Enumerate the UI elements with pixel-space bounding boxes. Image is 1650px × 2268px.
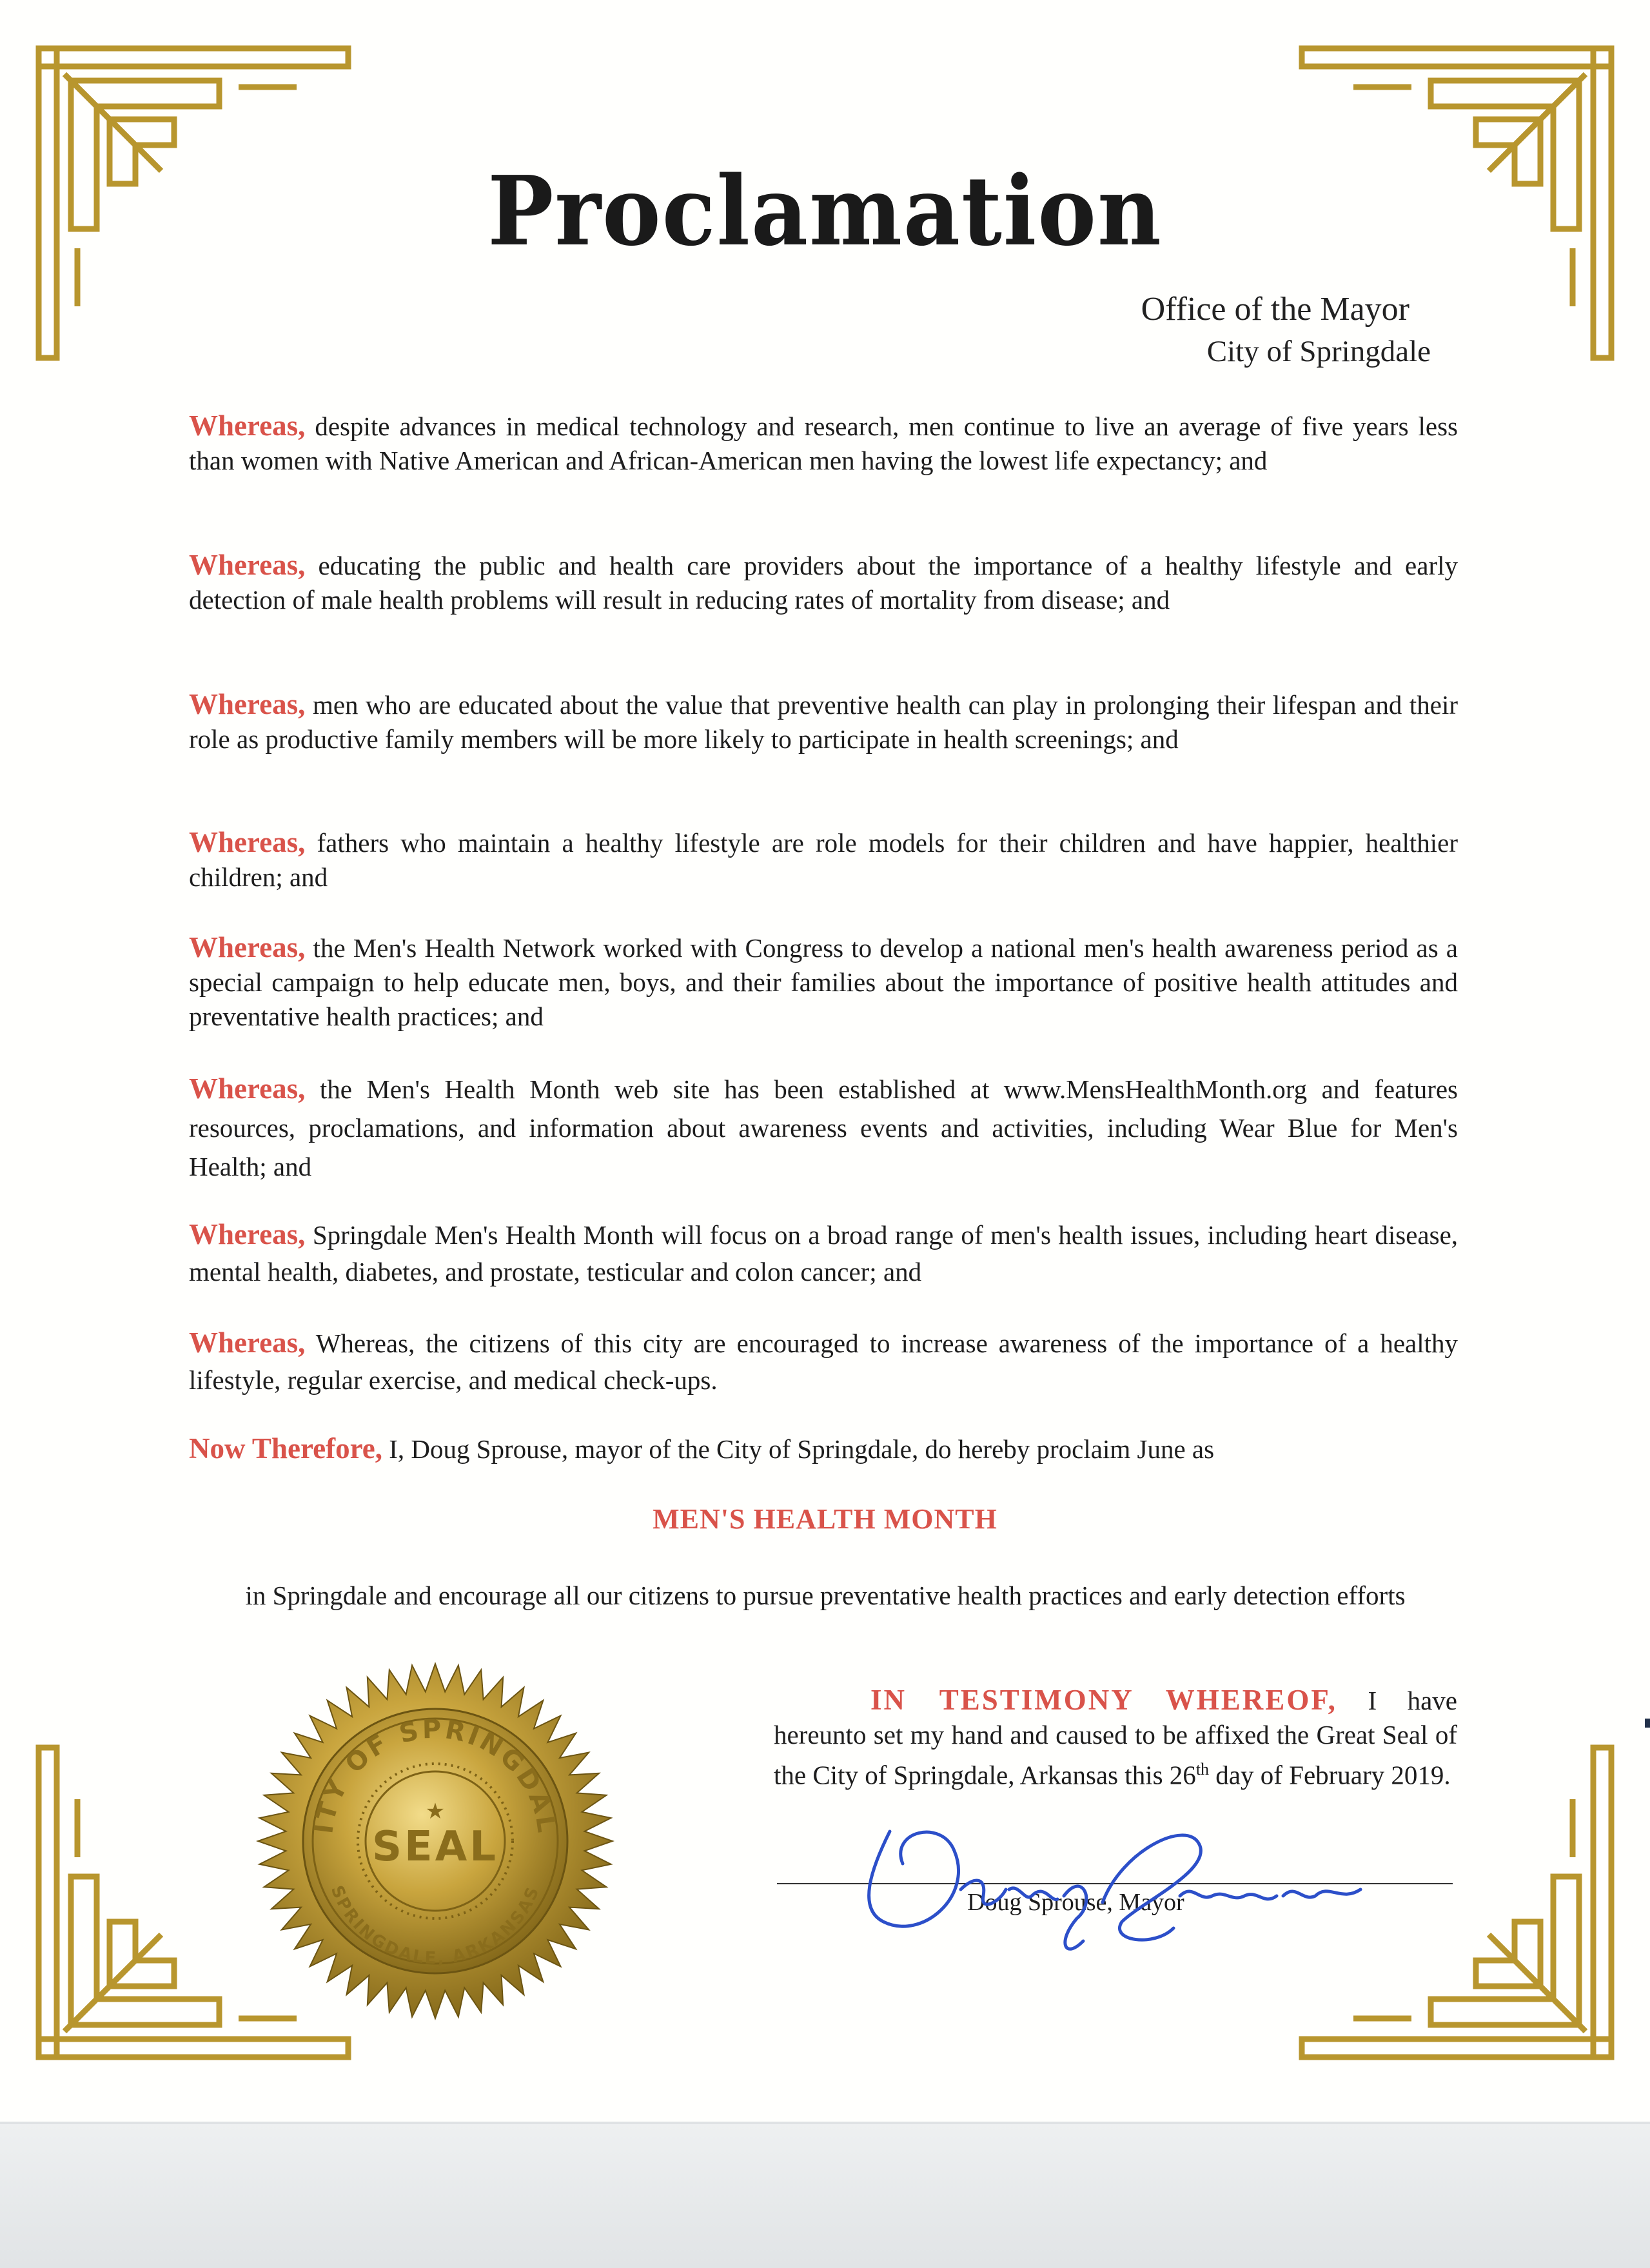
paragraph-keyword: Whereas, — [189, 549, 306, 581]
handwritten-signature — [851, 1793, 1380, 1964]
whereas-paragraph-3 — [189, 687, 1458, 756]
now-therefore-paragraph — [189, 1432, 1458, 1466]
paragraph-keyword: Whereas, — [189, 1072, 306, 1105]
paragraph-text: the Men's Health Month web site has been established at www.MensHealthMonth.org and features resources, proclamations, and information about awareness events and activities, including Wear Blue for Men's Health; and — [189, 1074, 1458, 1181]
city-heading: City of Springdale — [1206, 335, 1431, 368]
seal-star-icon: ★ — [425, 1800, 446, 1824]
page-edge-mark — [1645, 1719, 1650, 1728]
whereas-paragraph-4 — [189, 825, 1458, 894]
scan-background — [0, 2122, 1650, 2268]
paragraph-keyword: Whereas, — [189, 1326, 306, 1359]
seal-ring-bottom-text: SPRINGDALE, ARKANSAS — [326, 1882, 544, 1969]
city-seal — [255, 1661, 616, 2025]
paragraph-keyword: Now Therefore, — [189, 1432, 382, 1464]
whereas-paragraph-6 — [189, 1069, 1458, 1186]
paragraph-keyword: Whereas, — [189, 688, 306, 720]
testimony-date-text: day of February 2019. — [1209, 1760, 1451, 1790]
seal-ring-top-text: ITY OF SPRINGDAL — [309, 1714, 562, 1837]
paragraph-text: fathers who maintain a healthy lifestyle are role models for their children and have happier, healthier children; and — [189, 828, 1458, 892]
whereas-paragraph-7 — [189, 1216, 1458, 1290]
paragraph-text: the Men's Health Network worked with Congress to develop a national men's health awareness period as a special campaign to help educate men, boys, and their families about the importance of positive health attitudes and preventative health practices; and — [189, 933, 1458, 1031]
paragraph-keyword: Whereas, — [189, 826, 306, 858]
seal-center-text: SEAL — [371, 1823, 499, 1871]
paragraph-text: Springdale Men's Health Month will focus on a broad range of men's health issues, including heart disease, mental health, diabetes, and prostate, testicular and colon cancer; and — [189, 1220, 1458, 1287]
closing-text: in Springdale and encourage all our citizens to pursue preventative health practices and early detection efforts — [245, 1581, 1406, 1610]
testimony-paragraph — [774, 1683, 1457, 1793]
date-ordinal-suffix: th — [1195, 1760, 1210, 1779]
testimony-keyword: IN TESTIMONY WHEREOF, — [870, 1684, 1337, 1716]
whereas-paragraph-5 — [189, 931, 1458, 1034]
paragraph-text: educating the public and health care providers about the importance of a healthy lifestyle and early detection of male health problems will result in reducing rates of mortality from disease; and — [189, 551, 1458, 615]
signatory-name: Doug Sprouse, Mayor — [967, 1889, 1184, 1916]
paragraph-text: despite advances in medical technology and research, men continue to live an average of five years less than women with Native American and African-American men having the lowest life expectancy; and — [189, 411, 1458, 475]
whereas-paragraph-2 — [189, 548, 1458, 617]
page-title: Proclamation — [487, 155, 1163, 267]
paragraph-keyword: Whereas, — [189, 931, 306, 963]
scan-edge — [0, 2122, 1650, 2124]
paragraph-text: Whereas, the citizens of this city are encouraged to increase awareness of the importance of a healthy lifestyle, regular exercise, and medical check-ups. — [189, 1328, 1458, 1395]
proclaimed-heading: MEN'S HEALTH MONTH — [653, 1503, 997, 1535]
paragraph-text: men who are educated about the value that preventive health can play in prolonging their lifespan and their role as productive family members will be more likely to participate in health screenings; and — [189, 690, 1458, 754]
whereas-paragraph-8 — [189, 1325, 1458, 1399]
testimony-text: I have hereunto set my hand and caused to be affixed the Great Seal of the City of Springdale, Arkansas this 26 — [774, 1686, 1457, 1790]
paragraph-text: I, Doug Sprouse, mayor of the City of Springdale, do hereby proclaim June as — [389, 1434, 1215, 1464]
paragraph-keyword: Whereas, — [189, 409, 306, 442]
whereas-paragraph-1 — [189, 409, 1458, 478]
office-heading: Office of the Mayor — [1141, 291, 1409, 328]
paragraph-keyword: Whereas, — [189, 1218, 306, 1250]
